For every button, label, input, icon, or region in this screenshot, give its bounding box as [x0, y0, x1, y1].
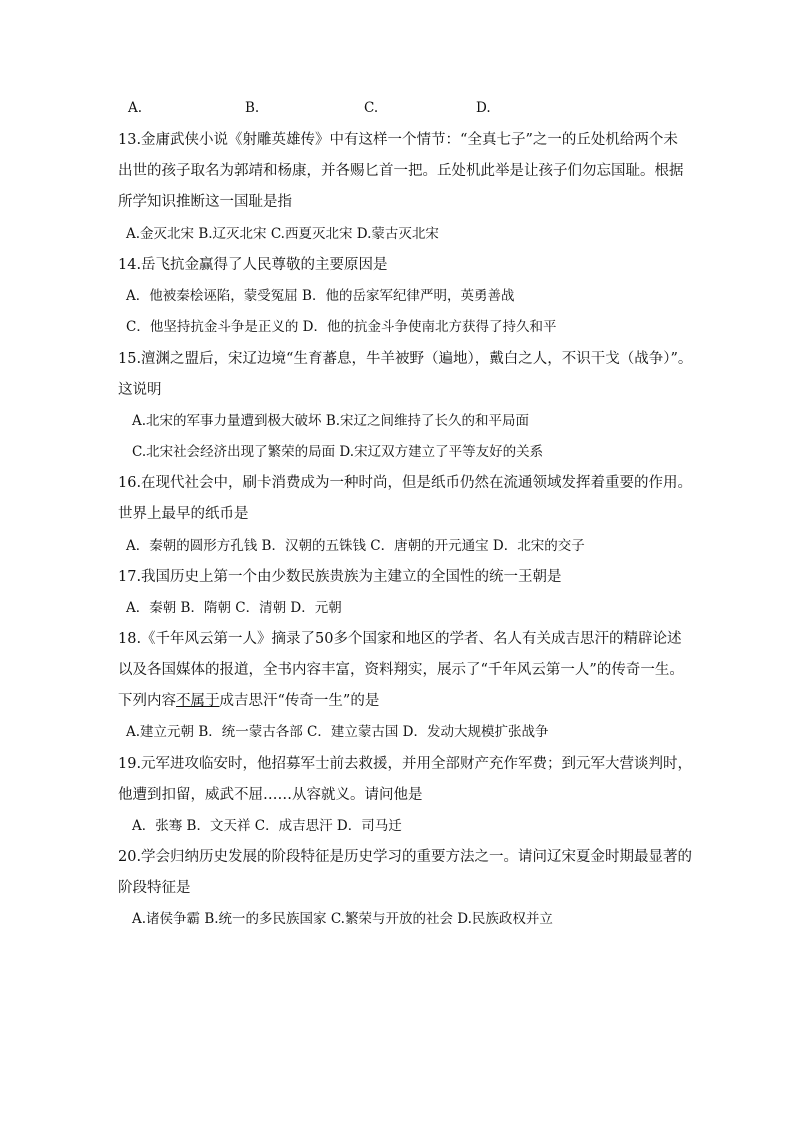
q18-stem-line3	[118, 692, 379, 710]
q20-stem-line2: 阶段特征是	[118, 880, 191, 896]
q15-options-row1: A.北宋的军事力量遭到极大破坏 B.宋辽之间维持了长久的和平局面	[132, 413, 530, 429]
q18-stem-line1: 18.《千年风云第一人》摘录了50多个国家和地区的学者、名人有关成吉思汗的精辟论述	[118, 631, 682, 647]
q14-stem: 14.岳飞抗金赢得了人民尊敬的主要原因是	[118, 257, 388, 273]
option-a: A.	[128, 100, 143, 116]
option-b: B.	[245, 100, 260, 116]
q17-stem: 17.我国历史上第一个由少数民族贵族为主建立的全国性的统一王朝是	[118, 569, 562, 585]
q15-stem-line2: 这说明	[118, 382, 162, 398]
q16-stem-line1: 16.在现代社会中，刷卡消费成为一种时尚，但是纸币仍然在流通领域发挥着重要的作用。	[118, 475, 693, 491]
q19-options: A．张骞 B．文天祥 C．成吉思汗 D．司马迁	[132, 818, 402, 834]
q16-options: A．秦朝的圆形方孔钱 B．汉朝的五铢钱 C．唐朝的开元通宝 D．北宋的交子	[126, 538, 585, 554]
q18-stem-pre: 下列内容	[118, 693, 176, 709]
q14-options-row2: C．他坚持抗金斗争是正义的 D．他的抗金斗争使南北方获得了持久和平	[126, 319, 557, 335]
q20-stem-line1: 20.学会归纳历史发展的阶段特征是历史学习的重要方法之一。请问辽宋夏金时期最显著的	[118, 849, 693, 865]
option-d: D.	[476, 100, 491, 116]
q18-stem-line2: 以及各国媒体的报道，全书内容丰富，资料翔实，展示了“千年风云第一人”的传奇一生。	[118, 662, 684, 678]
q17-options: A．秦朝 B．隋朝 C．清朝 D．元朝	[126, 600, 342, 616]
option-c: C.	[364, 100, 379, 116]
q18-underlined-term: 不属于	[176, 693, 220, 709]
q18-options: A.建立元朝 B．统一蒙古各部 C．建立蒙古国 D．发动大规模扩张战争	[126, 724, 549, 740]
q20-options: A.诸侯争霸 B.统一的多民族国家 C.繁荣与开放的社会 D.民族政权并立	[132, 911, 553, 927]
q19-stem-line2: 他遭到扣留，威武不屈……从容就义。请问他是	[118, 787, 423, 803]
q13-options: A.金灭北宋 B.辽灭北宋 C.西夏灭北宋 D.蒙古灭北宋	[126, 226, 439, 242]
q14-options-row1: A．他被秦桧诬陷，蒙受冤屈 B．他的岳家军纪律严明，英勇善战	[126, 288, 515, 304]
q19-stem-line1: 19.元军进攻临安时，他招募军士前去救援，并用全部财产充作军费；到元军大营谈判时，	[118, 756, 693, 772]
q15-options-row2: C.北宋社会经济出现了繁荣的局面 D.宋辽双方建立了平等友好的关系	[132, 444, 544, 460]
q13-stem-line2: 出世的孩子取名为郭靖和杨康，并各赐匕首一把。丘处机此举是让孩子们勿忘国耻。根据	[118, 163, 684, 179]
q18-stem-post: 成吉思汗“传奇一生”的是	[219, 693, 380, 709]
q15-stem-line1: 15.澶渊之盟后，宋辽边境“生育蕃息，牛羊被野（遍地），戴白之人，不识干戈（战争）”。	[118, 351, 693, 367]
q13-stem-line3: 所学知识推断这一国耻是指	[118, 194, 292, 210]
q13-stem-line1: 13.金庸武侠小说《射雕英雄传》中有这样一个情节：“全真七子”之一的丘处机给两个未	[118, 132, 678, 148]
q16-stem-line2: 世界上最早的纸币是	[118, 506, 249, 522]
